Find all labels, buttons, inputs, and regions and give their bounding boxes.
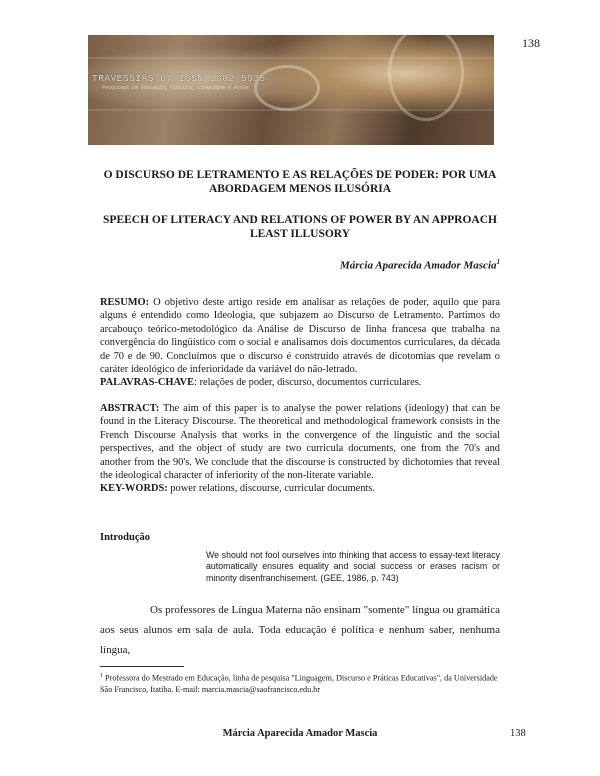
title-en-line-1: SPEECH OF LITERACY AND RELATIONS OF POWER BY AN APPROACH [103,214,497,226]
resumo-block [100,296,500,390]
key-words-text: power relations, discourse, curricular documents. [167,483,375,495]
key-words [100,482,500,495]
journal-banner-text: TRAVESSIAS 07 ISSN 1982-5935 [92,73,266,84]
author-name-text: Márcia Aparecida Amador Mascia [339,259,497,272]
footnote-divider [100,666,184,667]
journal-banner-subtext: Pesquisas em Educação, Cultura, Linguagem e Artes [102,85,250,91]
resumo-paragraph [100,296,500,376]
body-paragraph: Os professores de Língua Materna não ensinam "somente" língua ou gramática aos seus alunos em sala de aula. Toda educação é política e nenhum saber, nenhuma língua, [100,604,500,656]
title-english [100,213,500,241]
title-en-line-2: LEAST ILLUSORY [249,228,351,240]
footer-author: Márcia Aparecida Amador Mascia [222,728,378,739]
epigraph-quote: We should not fool ourselves into thinking that access to essay-text literacy automatically ensures equality and social success or erases racism or minority disenfranchisement. (GEE, 1986, p. 743) [206,550,500,583]
author-footnote-mark: 1 [496,258,500,266]
resumo-label: RESUMO: [100,297,150,308]
page-number-top: 138 [522,36,540,50]
palavras-chave-label: PALAVRAS-CHAVE [100,377,195,389]
footnote [100,671,500,695]
abstract-block [100,402,500,496]
footnote-text: Professora do Mestrado em Educação, linha de pesquisa "Linguagem, Discurso e Práticas Educativas", da Universidade São Francisco, Itatiba. E-mail: marcia.mascia@saofrancisco.edu.br [100,673,498,694]
title-pt-line-2: ABORDAGEM MENOS ILUSÓRIA [208,183,392,195]
title-portuguese [100,168,500,196]
section-heading-introducao: Introdução [100,532,150,543]
abstract-paragraph [100,402,500,482]
author-name [340,258,500,272]
palavras-chave [100,376,500,389]
header-banner-image [88,35,494,145]
footer-page-number: 138 [510,728,526,739]
title-pt-line-1: O DISCURSO DE LETRAMENTO E AS RELAÇÕES DE PODER: POR UMA [103,169,497,181]
resumo-text: O objetivo deste artigo reside em analisar as relações de poder, aquilo que para alguns é entendido como Ideologia, que subjazem ao Discurso de Letramento. Partimos do arcabouço teórico-metodológico da Análise de Discurso de linha francesa que trabalha na convergência do lingüístico com o social e analisamos dois documentos curriculares, da década de 70 e de 90. Concluímos que o discurso é construído através de dicotomias que revelam o caráter ideológico de inferioridade da variável do não-letrado. [100,297,500,376]
abstract-text: The aim of this paper is to analyse the power relations (ideology) that can be found in the Literacy Discourse. The theoretical and methodological framework consists in the French Discourse Analysis that works in the convergence of the linguistic and the social perspectives, and the object of study are two curricula documents, one from the 70's and another from the 90's. We conclude that the discourse is constructed by dichotomies that reveal the ideological character of inferiority of the non-literate variable. [100,403,500,482]
footnote-mark: 1 [100,673,103,679]
palavras-chave-text: : relações de poder, discurso, documentos curriculares. [194,377,422,389]
key-words-label: KEY-WORDS: [100,483,168,495]
abstract-label: ABSTRACT: [100,403,160,414]
